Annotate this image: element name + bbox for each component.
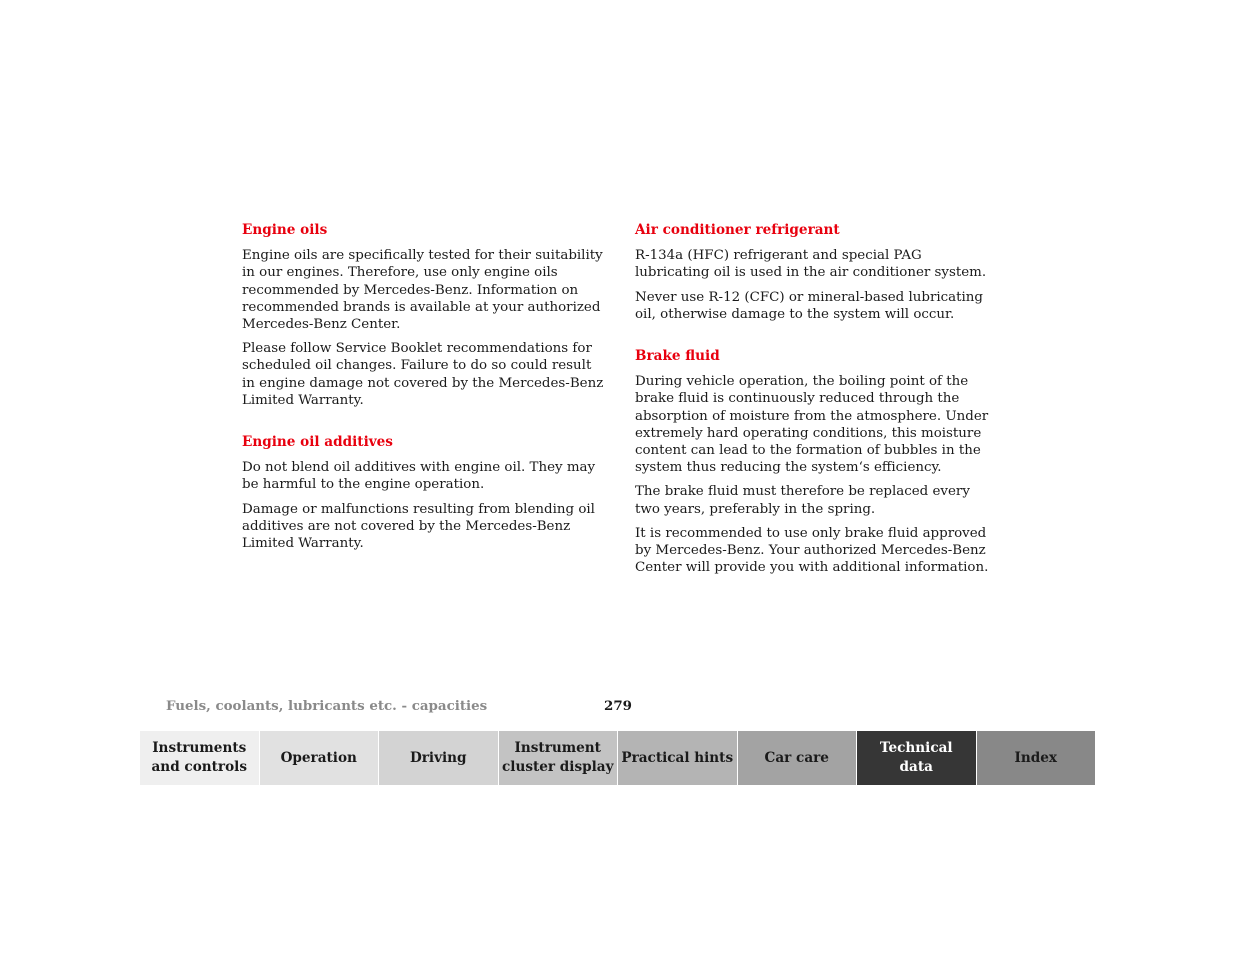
heading-brake-fluid: Brake fluid — [635, 348, 720, 365]
paragraph: It is recommended to use only brake fluid approved by Mercedes-Benz. Your authorized Mercedes-Benz Center will provide you with additional information. — [635, 525, 989, 576]
chapter-tab-bar — [140, 731, 1095, 785]
page-number: 279 — [604, 698, 632, 714]
paragraph: During vehicle operation, the boiling point of the brake fluid is continuously reduced through the absorption of moisture from the atmosphere. Under extremely hard operating conditions, this moisture content can lead to the formation of bubbles in the system thus reducing the system‘s efficiency. — [635, 374, 989, 476]
tab-practical-hints[interactable]: Practical hints — [618, 731, 738, 785]
left-column — [242, 222, 604, 559]
tab-car-care[interactable]: Car care — [738, 731, 858, 785]
heading-engine-oils: Engine oils — [242, 222, 328, 238]
paragraph: R-134a (HFC) refrigerant and special PAG lubricating oil is used in the air conditioner system. — [635, 248, 987, 281]
footer-section-title: Fuels, coolants, lubricants etc. - capacities — [166, 698, 488, 714]
paragraph: The brake fluid must therefore be replaced every two years, preferably in the spring. — [635, 484, 970, 517]
right-column — [635, 222, 997, 583]
paragraph: Do not blend oil additives with engine oil. They may be harmful to the engine operation. — [242, 460, 596, 493]
paragraph: Engine oils are specifically tested for their suitability in our engines. Therefore, use only engine oils recommended by Mercedes-Benz. Information on recommended brands is available at your authorized Mercedes-Benz Center. — [242, 248, 603, 333]
tab-index[interactable]: Index — [977, 731, 1096, 785]
paragraph: Damage or malfunctions resulting from blending oil additives are not covered by the Mercedes-Benz Limited Warranty. — [242, 501, 595, 552]
heading-engine-oil-additives: Engine oil additives — [242, 434, 393, 451]
tab-technical-data[interactable]: Technical data — [857, 731, 977, 785]
paragraph: Please follow Service Booklet recommendations for scheduled oil changes. Failure to do so could result in engine damage not covered by the Mercedes-Benz Limited Warranty. — [242, 341, 604, 408]
paragraph: Never use R-12 (CFC) or mineral-based lubricating oil, otherwise damage to the system will occur. — [635, 289, 983, 322]
tab-driving[interactable]: Driving — [379, 731, 499, 785]
tab-instrument-cluster-display[interactable]: Instrument cluster display — [499, 731, 619, 785]
tab-instruments-and-controls[interactable]: Instruments and controls — [140, 731, 260, 785]
tab-operation[interactable]: Operation — [260, 731, 380, 785]
heading-air-conditioner-refrigerant: Air conditioner refrigerant — [635, 222, 840, 238]
